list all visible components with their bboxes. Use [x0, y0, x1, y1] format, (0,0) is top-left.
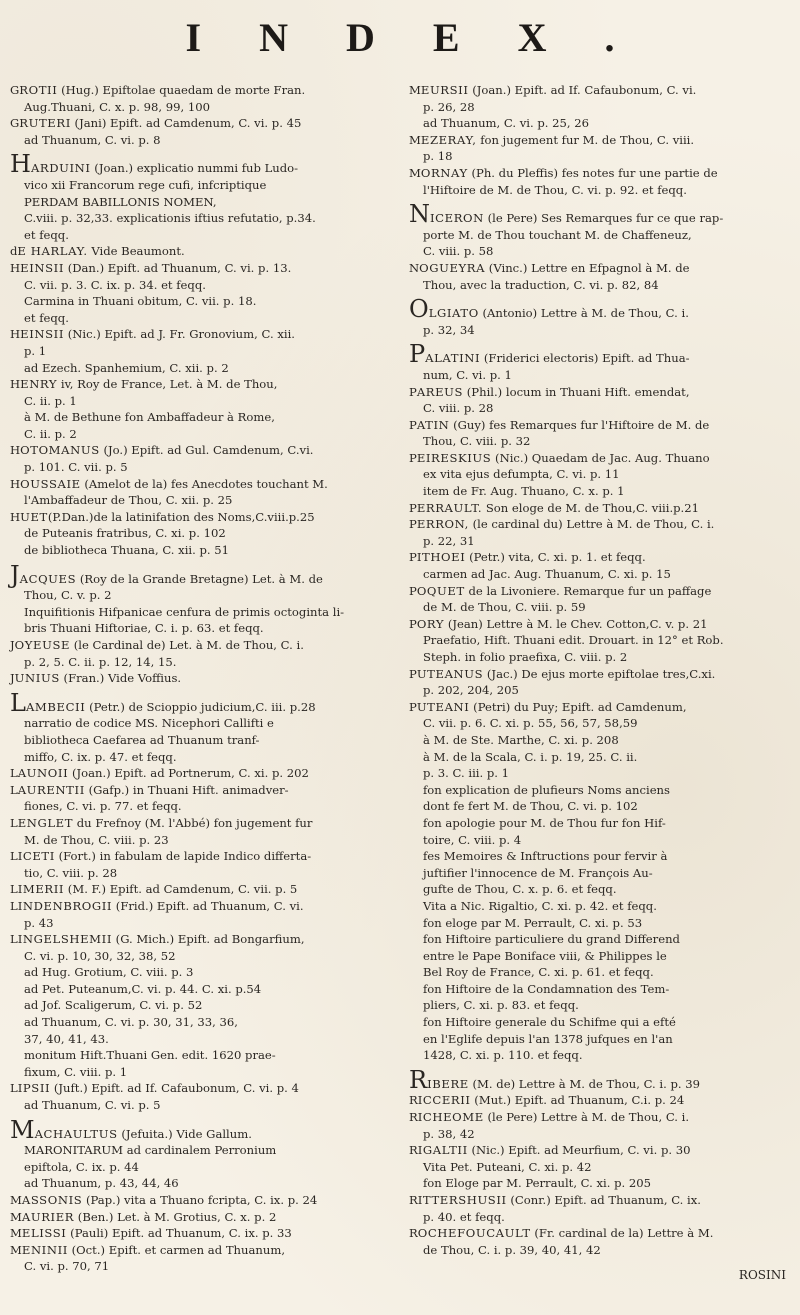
entry-initial: M [10, 1242, 22, 1257]
entry-initial: M [10, 1226, 22, 1241]
index-entry [409, 132, 787, 165]
entry-headword: EIRESKIUS [416, 450, 492, 465]
entry-initial: L [10, 932, 18, 947]
entry-text: (Mut.) Epift. ad Thuanum, C.i. p. 24 [470, 1093, 685, 1108]
index-entry [10, 637, 388, 670]
index-entry [10, 509, 388, 559]
entry-text: Son eloge de M. de Thou,C. viii.p.21 [482, 500, 699, 515]
entry-headword: IPSII [17, 1081, 51, 1096]
index-entry [10, 560, 388, 637]
entry-headword: ITTERSHUSII [417, 1193, 507, 1207]
entry-headword: E HARLAY. [17, 244, 88, 259]
entry-text: (Jean) Lettre à M. le Chev. Cotton,C. v. p. 21 Praefatio, Hift. Thuani edit. Drouart. in 12° et Rob. Steph. in folio praefixa, C. viii. p. 2 [423, 616, 724, 664]
entry-headword: OGUEYRA [419, 260, 486, 275]
entry-initial: R [409, 1226, 418, 1241]
entry-headword: ERRAULT. [416, 500, 483, 515]
entry-text: (Jani) Epift. ad Camdenum, C. vi. p. 45 ad Thuanum, C. vi. p. 8 [24, 116, 302, 147]
entry-initial: R [409, 1193, 418, 1207]
index-entry [409, 1092, 787, 1109]
entry-initial: J [10, 671, 15, 686]
entry-initial: L [10, 849, 18, 864]
entry-headword: OCHEFOUCAULT [417, 1226, 531, 1241]
entry-initial: N [409, 260, 420, 275]
entry-initial: R [409, 1065, 428, 1094]
entry-text: (Ben.) Let. à M. Grotius, C. x. p. 2 [74, 1209, 277, 1224]
entry-headword: IGALTII [417, 1143, 468, 1158]
index-entry [409, 340, 787, 383]
entry-headword: RUTERI [19, 116, 71, 131]
entry-text: Vide Beaumont. [87, 244, 185, 259]
entry-initial: H [10, 327, 21, 342]
entry-text: (M. de) Lettre à M. de Thou, C. i. p. 39 [468, 1076, 701, 1091]
entry-headword: ENRY [20, 377, 58, 392]
entry-initial: H [10, 476, 21, 491]
entry-text: (Petri) du Puy; Epift. ad Camdenum, C. vii. p. 6. C. xi. p. 55, 56, 57, 58,59 à M. de Ste. Marthe, C. xi. p. 208 à M. de la Scala, C. i. p. 19, 25. C. ii. p. 3. C. iii. p. 1 fon explication de plufieurs Noms anciens dont fe fert M. de Thou, C. vi. p. 102 fon apologie pour M. de Thou fur fon Hif- toire, C. viii. p. 4 fes Memoires & Inftructions pour fervir à juftifier l'innocence de M. François Au- gufte de Thou, C. x. p. 6. et feqq. Vita a Nic. Rigaltio, C. xi. p. 42. et feqq. fon eloge par M. Perrault, C. xi. p. 53 fon Hiftoire particuliere du grand Differend entre le Pape Boniface viii, & Philippes le Bel Roy de France, C. xi. p. 61. et feqq. fon Hiftoire de la Condamnation des Tem- pliers, C. xi. p. 83. et feqq. fon Hiftoire generale du Schifme qui a efté en l'Eglife depuis l'an 1378 jufques en l'an 1428, C. xi. p. 110. et feqq. [423, 699, 687, 1063]
entry-text: (Fran.) Vide Voffius. [59, 671, 182, 686]
entry-text: (Conr.) Epift. ad Thuanum, C. ix. p. 40. et feqq. [423, 1193, 701, 1224]
index-title: INDEX. [185, 15, 673, 60]
entry-text: (le cardinal du) Lettre à M. de Thou, C. i. p. 22, 31 [423, 517, 715, 548]
entry-text: (Frid.) Epift. ad Thuanum, C. vi. p. 43 [24, 898, 304, 930]
index-entry [409, 200, 787, 260]
entry-headword: OQUET [416, 583, 465, 598]
entry-headword: ENGLET [17, 815, 74, 830]
entry-headword: UTEANUS [416, 666, 484, 681]
entry-initial: L [10, 782, 18, 797]
entry-headword: ITHOEI [416, 550, 466, 565]
entry-text: fon jugement fur M. de Thou, C. viii. p. 18 [423, 132, 695, 164]
index-entry [409, 699, 787, 1064]
entry-initial: L [10, 688, 26, 717]
index-entry [409, 82, 787, 132]
entry-initial: P [409, 450, 417, 465]
index-entry [10, 931, 388, 1080]
index-entry [409, 417, 787, 450]
entry-headword: ELISSI [21, 1226, 67, 1241]
entry-initial: L [10, 766, 18, 781]
index-entry [10, 115, 388, 148]
entry-text: (Petr.) de Scioppio judicium,C. iii. p.28 narratio de codice MS. Nicephori Callifti e bibliotheca Caefarea ad Thuanum tranf- miffo, C. ix. p. 47. et feqq. [24, 699, 316, 764]
entry-text: (M. F.) Epift. ad Camdenum, C. vii. p. 5 [64, 882, 298, 897]
entry-headword: ATIN [416, 417, 450, 432]
index-entry [409, 516, 787, 549]
entry-initial: H [10, 260, 21, 275]
entry-headword: AMBECII [25, 699, 86, 714]
entry-headword: INGELSHEMII [17, 932, 112, 947]
entry-headword: AREUS [416, 384, 464, 399]
entry-initial: R [409, 1110, 418, 1125]
entry-initial: L [10, 882, 18, 897]
entry-initial: P [409, 384, 417, 399]
index-entry [10, 1192, 388, 1209]
entry-text: (Guy) fes Remarques fur l'Hiftoire de M. de Thou, C. viii. p. 32 [423, 417, 710, 449]
entry-initial: O [409, 295, 429, 324]
entry-text: (Vinc.) Lettre en Efpagnol à M. de Thou, avec la traduction, C. vi. p. 82, 84 [423, 260, 690, 292]
index-entry [10, 1209, 388, 1226]
index-entry [10, 260, 388, 326]
entry-initial: M [10, 1193, 22, 1207]
entry-initial: P [409, 417, 417, 432]
entry-headword: ALATINI [425, 351, 481, 366]
entry-initial: J [10, 560, 20, 589]
entry-text: (Joan.) explicatio nummi fub Ludo- vico xii Francorum rege cufi, infcriptique PERDAM BABILLONIS NOMEN, C.viii. p. 32,33. explicationis iftius refutatio, p.34. et feqq. [24, 161, 316, 242]
index-entry [409, 295, 787, 338]
entry-headword: LGIATO [428, 306, 479, 321]
entry-headword: ARDUINI [30, 161, 91, 176]
entry-initial: L [10, 815, 18, 830]
entry-text: (Roy de la Grande Bretagne) Let. à M. de Thou, C. v. p. 2 Inquifitionis Hifpanicae cenfura de primis octoginta li- bris Thuani Hiftoriae, C. i. p. 63. et feqq. [24, 571, 345, 636]
entry-text: iv, Roy de France, Let. à M. de Thou, C. ii. p. 1 à M. de Bethune fon Ambaffadeur à Rome, C. ii. p. 2 [24, 377, 278, 441]
entry-initial: M [409, 165, 421, 180]
entry-initial: H [10, 150, 31, 179]
index-entry [409, 1192, 787, 1225]
entry-text: (P.Dan.)de la latinifation des Noms,C.viii.p.25 de Puteanis fratribus, C. xi. p. 102 de bibliotheca Thuana, C. xii. p. 51 [24, 509, 315, 558]
entry-headword: ENINII [21, 1242, 68, 1257]
index-entry [409, 165, 787, 198]
entry-text: (Antonio) Lettre à M. de Thou, C. i. p. 32, 34 [423, 306, 689, 337]
index-entry [10, 765, 388, 782]
entry-initial: N [409, 200, 430, 229]
entry-text: (Amelot de la) fes Anecdotes touchant M. l'Ambaffadeur de Thou, C. xii. p. 25 [24, 476, 328, 508]
index-entry [409, 384, 787, 417]
index-entry [10, 670, 388, 687]
entry-initial: L [10, 898, 18, 913]
entry-text: (Hug.) Epiftolae quaedam de morte Fran. Aug.Thuani, C. x. p. 98, 99, 100 [24, 83, 306, 114]
entry-headword: ORNAY [420, 165, 468, 180]
entry-headword: EURSII [420, 83, 469, 97]
index-entry [10, 848, 388, 881]
entry-initial: J [10, 638, 15, 652]
entry-text: (Dan.) Epift. ad Thuanum, C. vi. p. 13. C. vii. p. 3. C. ix. p. 34. et feqq. Carmina in Thuani obitum, C. vii. p. 18. et feqq. [24, 260, 292, 325]
entry-headword: ICETI [17, 849, 55, 864]
entry-text: (Gafp.) in Thuani Hift. animadver- fiones, C. vi. p. 77. et feqq. [24, 782, 289, 814]
right-column [409, 82, 787, 1258]
entry-initial: M [10, 1209, 22, 1224]
entry-headword: UNIUS [14, 671, 60, 686]
entry-initial: H [10, 377, 21, 392]
entry-headword: ASSONIS [21, 1193, 83, 1207]
entry-initial: R [409, 1093, 418, 1108]
entry-headword: OYEUSE [14, 638, 71, 652]
entry-text: (G. Mich.) Epift. ad Bongarfium, C. vi. p. 10, 30, 32, 38, 52 ad Hug. Grotium, C. viii. p. 3 ad Pet. Puteanum,C. vi. p. 44. C. xi. p.54 ad Jof. Scaligerum, C. vi. p. 52 ad Thuanum, C. vi. p. 30, 31, 33, 36, 37, 40, 41, 43. monitum Hift.Thuani Gen. edit. 1620 prae- fixum, C. viii. p. 1 [24, 932, 305, 1079]
index-entry [409, 1109, 787, 1142]
entry-text: (Petr.) vita, C. xi. p. 1. et feqq. carmen ad Jac. Aug. Thuanum, C. xi. p. 15 [423, 550, 671, 582]
entry-initial: G [10, 83, 20, 97]
entry-text: (le Cardinal de) Let. à M. de Thou, C. i. p. 2, 5. C. ii. p. 12, 14, 15. [24, 638, 304, 669]
entry-headword: INDENBROGII [17, 898, 113, 913]
index-entry [10, 1115, 388, 1192]
index-entry [10, 243, 388, 260]
entry-headword: OTOMANUS [20, 443, 100, 458]
index-entry [10, 376, 388, 442]
index-entry [10, 688, 388, 765]
entry-text: (Phil.) locum in Thuani Hift. emendat, C. viii. p. 28 [423, 384, 690, 416]
entry-headword: ICERON [430, 211, 484, 226]
index-entry [10, 150, 388, 243]
index-entry [409, 616, 787, 666]
entry-text: (Joan.) Epift. ad If. Cafaubonum, C. vi. p. 26, 28 ad Thuanum, C. vi. p. 25, 26 [423, 83, 697, 131]
entry-headword: ACQUES [19, 571, 77, 586]
entry-initial: P [409, 616, 417, 631]
entry-headword: IBERE [427, 1076, 469, 1091]
index-entry [409, 500, 787, 517]
entry-headword: UET [20, 509, 48, 524]
entry-initial: M [409, 83, 421, 97]
entry-text: (Pap.) vita a Thuano fcripta, C. ix. p. 24 [82, 1193, 318, 1207]
entry-initial: d [10, 244, 18, 259]
entry-initial: H [10, 509, 21, 524]
entry-headword: EZERAY, [420, 132, 477, 147]
index-entry [10, 1225, 388, 1242]
index-entry [409, 666, 787, 699]
index-entry [10, 898, 388, 931]
index-entry [409, 1142, 787, 1192]
entry-headword: AURIER [21, 1209, 75, 1224]
entry-headword: ACHAULTUS [34, 1126, 118, 1141]
entry-initial: H [10, 443, 21, 458]
entry-headword: ICCERII [417, 1093, 471, 1108]
entry-text: (Nic.) Epift. ad J. Fr. Gronovium, C. xii. p. 1 ad Ezech. Spanhemium, C. xii. p. 2 [24, 327, 295, 375]
entry-headword: EINSII [20, 327, 65, 342]
index-entry [409, 450, 787, 500]
entry-headword: ORY [416, 616, 445, 631]
entry-headword: ERRON, [416, 517, 469, 532]
entry-text: de la Livoniere. Remarque fur un paffage de M. de Thou, C. viii. p. 59 [423, 583, 712, 615]
entry-initial: M [409, 132, 421, 147]
entry-text: (Fr. cardinal de la) Lettre à M. de Thou, C. i. p. 39, 40, 41, 42 [423, 1226, 714, 1257]
index-entry [10, 1242, 388, 1275]
index-entry [10, 476, 388, 509]
entry-headword: UTEANI [416, 699, 470, 714]
index-entry [409, 583, 787, 616]
index-entry [409, 549, 787, 582]
entry-initial: L [10, 1081, 18, 1096]
entry-text: (Oct.) Epift. et carmen ad Thuanum, C. vi. p. 70, 71 [24, 1242, 286, 1274]
entry-headword: OUSSAIE [20, 476, 81, 491]
index-entry [10, 815, 388, 848]
entry-text: (Jefuita.) Vide Gallum. MARONITARUM ad cardinalem Perronium epiftola, C. ix. p. 44 ad Thuanum, p. 43, 44, 46 [24, 1126, 277, 1191]
entry-headword: AUNOII [17, 766, 69, 781]
entry-initial: M [10, 1115, 35, 1144]
entry-text: (Jo.) Epift. ad Gul. Camdenum, C.vi. p. 101. C. vii. p. 5 [24, 443, 314, 475]
entry-initial: P [409, 550, 417, 565]
entry-headword: IMERII [17, 882, 65, 897]
entry-text: (Friderici electoris) Epift. ad Thua- num, C. vi. p. 1 [423, 351, 690, 382]
entry-initial: P [409, 583, 417, 598]
entry-text: du Frefnoy (M. l'Abbé) fon jugement fur M. de Thou, C. viii. p. 23 [24, 815, 313, 847]
entry-headword: EINSII [20, 260, 65, 275]
entry-text: (Fort.) in fabulam de lapide Indico differta- tio, C. viii. p. 28 [24, 849, 312, 880]
entry-initial: P [409, 666, 417, 681]
page-header [0, 14, 800, 64]
entry-initial: G [10, 116, 20, 131]
entry-text: (Nic.) Quaedam de Jac. Aug. Thuano ex vita ejus defumpta, C. vi. p. 11 item de Fr. Aug. Thuano, C. x. p. 1 [423, 450, 710, 499]
entry-text: (Pauli) Epift. ad Thuanum, C. ix. p. 33 [66, 1226, 292, 1241]
index-entry [409, 260, 787, 293]
entry-initial: R [409, 1143, 418, 1158]
index-entry [409, 1225, 787, 1258]
entry-text: (le Pere) Lettre à M. de Thou, C. i. p. 38, 42 [423, 1110, 690, 1141]
index-entry [10, 881, 388, 898]
left-column [10, 82, 388, 1275]
entry-initial: P [409, 340, 426, 369]
entry-text: (Jac.) De ejus morte epiftolae tres,C.xi. p. 202, 204, 205 [423, 666, 716, 698]
index-entry [10, 326, 388, 376]
index-entry [10, 82, 388, 115]
entry-initial: P [409, 517, 417, 532]
entry-headword: ICHEOME [417, 1110, 484, 1125]
entry-initial: P [409, 500, 417, 515]
entry-text: (Juft.) Epift. ad If. Cafaubonum, C. vi. p. 4 ad Thuanum, C. vi. p. 5 [24, 1081, 299, 1113]
entry-text: (le Pere) Ses Remarques fur ce que rap- porte M. de Thou touchant M. de Chaffeneuz, C. viii. p. 58 [423, 211, 724, 259]
entry-text: (Ph. du Pleffis) fes notes fur une partie de l'Hiftoire de M. de Thou, C. vi. p. 92. et feqq. [423, 165, 718, 197]
index-entry [10, 782, 388, 815]
index-entry [10, 1080, 388, 1113]
entry-headword: AURENTII [17, 782, 85, 797]
index-entry [10, 442, 388, 475]
catchword: ROSINI [738, 1268, 786, 1282]
entry-text: (Joan.) Epift. ad Portnerum, C. xi. p. 202 [68, 766, 309, 781]
entry-text: (Nic.) Epift. ad Meurfium, C. vi. p. 30 Vita Pet. Puteani, C. xi. p. 42 fon Eloge par M. Perrault, C. xi. p. 205 [423, 1143, 691, 1191]
entry-initial: P [409, 699, 417, 714]
entry-headword: ROTII [19, 83, 58, 97]
index-entry [409, 1065, 787, 1094]
